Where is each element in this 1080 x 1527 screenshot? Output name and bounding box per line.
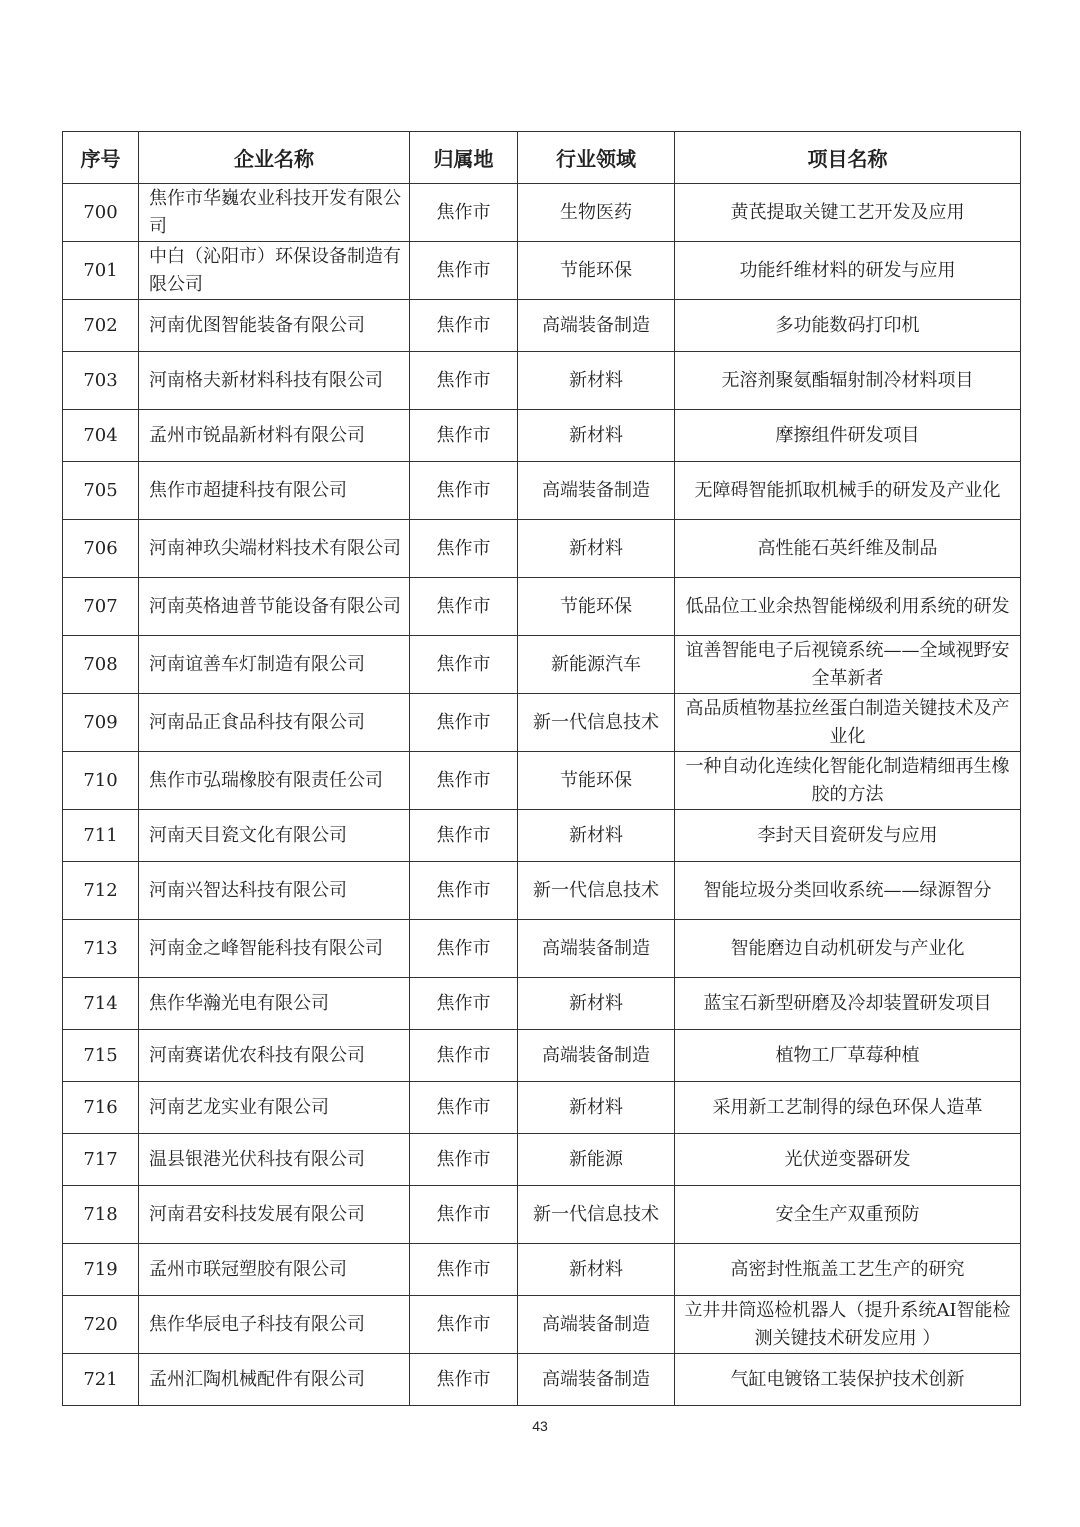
cell-company: 河南谊善车灯制造有限公司 <box>139 636 410 694</box>
cell-project: 采用新工艺制得的绿色环保人造革 <box>675 1082 1021 1134</box>
cell-company: 焦作华瀚光电有限公司 <box>139 978 410 1030</box>
cell-location: 焦作市 <box>410 462 518 520</box>
cell-project: 高密封性瓶盖工艺生产的研究 <box>675 1244 1021 1296</box>
table-header-row <box>63 132 1021 184</box>
cell-company: 河南英格迪普节能设备有限公司 <box>139 578 410 636</box>
table-row <box>63 300 1021 352</box>
cell-company: 河南天目瓷文化有限公司 <box>139 810 410 862</box>
cell-industry: 高端装备制造 <box>518 300 675 352</box>
cell-seq: 712 <box>63 862 139 920</box>
cell-location: 焦作市 <box>410 352 518 410</box>
cell-location: 焦作市 <box>410 578 518 636</box>
cell-location: 焦作市 <box>410 1354 518 1406</box>
table-row <box>63 862 1021 920</box>
cell-company: 焦作市超捷科技有限公司 <box>139 462 410 520</box>
table-row <box>63 242 1021 300</box>
cell-seq: 706 <box>63 520 139 578</box>
cell-project: 无溶剂聚氨酯辐射制冷材料项目 <box>675 352 1021 410</box>
cell-company: 河南优图智能装备有限公司 <box>139 300 410 352</box>
cell-location: 焦作市 <box>410 1030 518 1082</box>
cell-seq: 720 <box>63 1296 139 1354</box>
table-row <box>63 1296 1021 1354</box>
cell-company: 焦作市弘瑞橡胶有限责任公司 <box>139 752 410 810</box>
cell-seq: 700 <box>63 184 139 242</box>
cell-company: 孟州市锐晶新材料有限公司 <box>139 410 410 462</box>
cell-industry: 高端装备制造 <box>518 1030 675 1082</box>
cell-project: 无障碍智能抓取机械手的研发及产业化 <box>675 462 1021 520</box>
cell-seq: 716 <box>63 1082 139 1134</box>
cell-industry: 新一代信息技术 <box>518 862 675 920</box>
cell-project: 植物工厂草莓种植 <box>675 1030 1021 1082</box>
cell-project: 低品位工业余热智能梯级利用系统的研发 <box>675 578 1021 636</box>
table-row <box>63 184 1021 242</box>
cell-project: 高品质植物基拉丝蛋白制造关键技术及产业化 <box>675 694 1021 752</box>
cell-company: 焦作华辰电子科技有限公司 <box>139 1296 410 1354</box>
cell-company: 孟州市联冠塑胶有限公司 <box>139 1244 410 1296</box>
cell-industry: 高端装备制造 <box>518 920 675 978</box>
cell-industry: 新一代信息技术 <box>518 1186 675 1244</box>
cell-project: 智能垃圾分类回收系统——绿源智分 <box>675 862 1021 920</box>
cell-company: 河南金之峰智能科技有限公司 <box>139 920 410 978</box>
header-seq: 序号 <box>63 132 139 184</box>
header-location: 归属地 <box>410 132 518 184</box>
cell-industry: 新一代信息技术 <box>518 694 675 752</box>
cell-industry: 节能环保 <box>518 752 675 810</box>
table-row <box>63 752 1021 810</box>
cell-seq: 717 <box>63 1134 139 1186</box>
cell-industry: 新能源汽车 <box>518 636 675 694</box>
cell-seq: 721 <box>63 1354 139 1406</box>
cell-seq: 718 <box>63 1186 139 1244</box>
header-industry: 行业领域 <box>518 132 675 184</box>
cell-location: 焦作市 <box>410 1296 518 1354</box>
cell-industry: 高端装备制造 <box>518 462 675 520</box>
cell-company: 温县银港光伏科技有限公司 <box>139 1134 410 1186</box>
table-row <box>63 1354 1021 1406</box>
cell-location: 焦作市 <box>410 636 518 694</box>
table-row <box>63 920 1021 978</box>
cell-location: 焦作市 <box>410 410 518 462</box>
cell-company: 中白（沁阳市）环保设备制造有限公司 <box>139 242 410 300</box>
cell-industry: 新材料 <box>518 1082 675 1134</box>
cell-seq: 710 <box>63 752 139 810</box>
cell-location: 焦作市 <box>410 1082 518 1134</box>
cell-industry: 高端装备制造 <box>518 1296 675 1354</box>
cell-industry: 高端装备制造 <box>518 1354 675 1406</box>
cell-seq: 714 <box>63 978 139 1030</box>
cell-project: 多功能数码打印机 <box>675 300 1021 352</box>
cell-seq: 709 <box>63 694 139 752</box>
cell-industry: 节能环保 <box>518 578 675 636</box>
cell-project: 李封天目瓷研发与应用 <box>675 810 1021 862</box>
table-row <box>63 352 1021 410</box>
cell-company: 河南兴智达科技有限公司 <box>139 862 410 920</box>
table-row <box>63 578 1021 636</box>
cell-company: 河南品正食品科技有限公司 <box>139 694 410 752</box>
cell-company: 河南赛诺优农科技有限公司 <box>139 1030 410 1082</box>
cell-location: 焦作市 <box>410 752 518 810</box>
cell-location: 焦作市 <box>410 242 518 300</box>
cell-location: 焦作市 <box>410 1134 518 1186</box>
cell-project: 立井井筒巡检机器人（提升系统AI智能检测关键技术研发应用 ） <box>675 1296 1021 1354</box>
cell-company: 孟州汇陶机械配件有限公司 <box>139 1354 410 1406</box>
cell-location: 焦作市 <box>410 1186 518 1244</box>
cell-project: 黄芪提取关键工艺开发及应用 <box>675 184 1021 242</box>
cell-industry: 新能源 <box>518 1134 675 1186</box>
cell-seq: 707 <box>63 578 139 636</box>
table-row <box>63 1030 1021 1082</box>
cell-seq: 713 <box>63 920 139 978</box>
cell-industry: 节能环保 <box>518 242 675 300</box>
table-row <box>63 636 1021 694</box>
cell-industry: 新材料 <box>518 1244 675 1296</box>
table-row <box>63 978 1021 1030</box>
cell-location: 焦作市 <box>410 810 518 862</box>
cell-location: 焦作市 <box>410 1244 518 1296</box>
cell-project: 一种自动化连续化智能化制造精细再生橡胶的方法 <box>675 752 1021 810</box>
cell-seq: 703 <box>63 352 139 410</box>
enterprise-project-table <box>62 131 1021 1406</box>
cell-seq: 701 <box>63 242 139 300</box>
header-project: 项目名称 <box>675 132 1021 184</box>
table-row <box>63 462 1021 520</box>
cell-project: 摩擦组件研发项目 <box>675 410 1021 462</box>
table-row <box>63 694 1021 752</box>
cell-location: 焦作市 <box>410 520 518 578</box>
cell-company: 河南君安科技发展有限公司 <box>139 1186 410 1244</box>
cell-location: 焦作市 <box>410 300 518 352</box>
table-row <box>63 1134 1021 1186</box>
cell-seq: 711 <box>63 810 139 862</box>
cell-industry: 生物医药 <box>518 184 675 242</box>
cell-location: 焦作市 <box>410 184 518 242</box>
table-row <box>63 810 1021 862</box>
cell-project: 智能磨边自动机研发与产业化 <box>675 920 1021 978</box>
cell-location: 焦作市 <box>410 920 518 978</box>
cell-seq: 719 <box>63 1244 139 1296</box>
cell-project: 谊善智能电子后视镜系统——全域视野安全革新者 <box>675 636 1021 694</box>
cell-location: 焦作市 <box>410 978 518 1030</box>
header-company: 企业名称 <box>139 132 410 184</box>
table-row <box>63 1186 1021 1244</box>
cell-industry: 新材料 <box>518 810 675 862</box>
cell-company: 焦作市华巍农业科技开发有限公司 <box>139 184 410 242</box>
table-row <box>63 410 1021 462</box>
cell-industry: 新材料 <box>518 410 675 462</box>
cell-company: 河南格夫新材料科技有限公司 <box>139 352 410 410</box>
cell-project: 光伏逆变器研发 <box>675 1134 1021 1186</box>
cell-project: 安全生产双重预防 <box>675 1186 1021 1244</box>
cell-project: 气缸电镀铬工装保护技术创新 <box>675 1354 1021 1406</box>
cell-seq: 708 <box>63 636 139 694</box>
table-row <box>63 1244 1021 1296</box>
table-row <box>63 520 1021 578</box>
table-row <box>63 1082 1021 1134</box>
page-number: 43 <box>532 1418 548 1434</box>
cell-company: 河南艺龙实业有限公司 <box>139 1082 410 1134</box>
cell-project: 功能纤维材料的研发与应用 <box>675 242 1021 300</box>
cell-seq: 705 <box>63 462 139 520</box>
cell-seq: 704 <box>63 410 139 462</box>
cell-industry: 新材料 <box>518 520 675 578</box>
cell-project: 蓝宝石新型研磨及冷却装置研发项目 <box>675 978 1021 1030</box>
cell-location: 焦作市 <box>410 862 518 920</box>
cell-industry: 新材料 <box>518 978 675 1030</box>
cell-seq: 715 <box>63 1030 139 1082</box>
cell-industry: 新材料 <box>518 352 675 410</box>
cell-company: 河南神玖尖端材料技术有限公司 <box>139 520 410 578</box>
cell-seq: 702 <box>63 300 139 352</box>
cell-location: 焦作市 <box>410 694 518 752</box>
cell-project: 高性能石英纤维及制品 <box>675 520 1021 578</box>
